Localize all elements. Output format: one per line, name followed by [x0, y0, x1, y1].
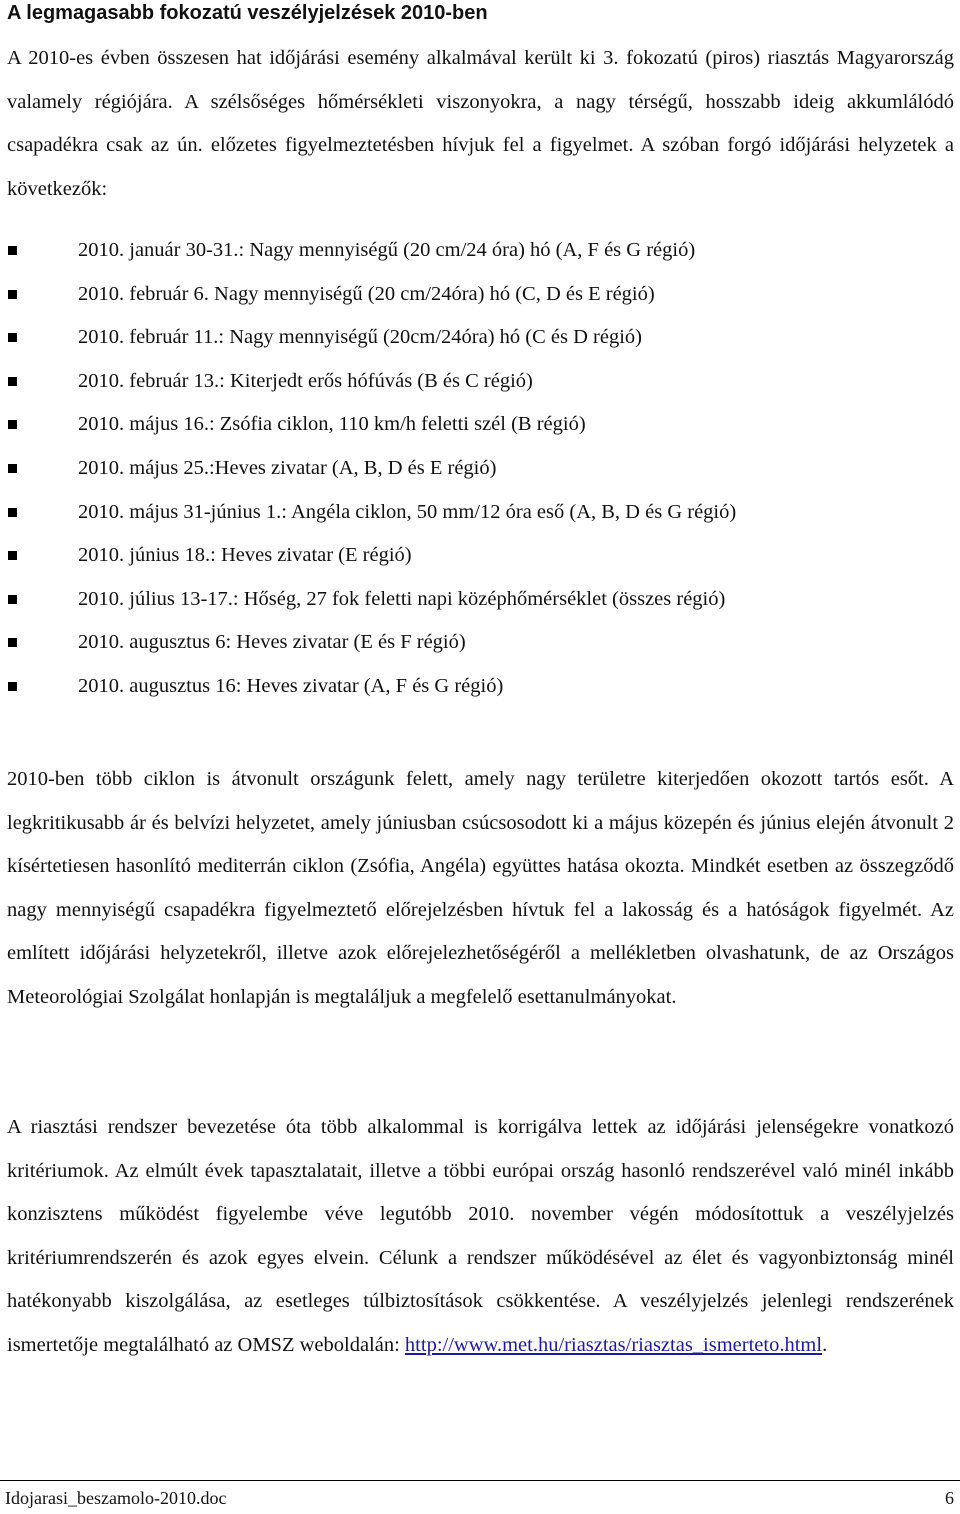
footer-filename: Idojarasi_beszamolo-2010.doc [5, 1488, 227, 1508]
square-bullet-icon [8, 595, 17, 604]
cyclone-paragraph: 2010-ben több ciklon is átvonult országunk felett, amely nagy területre kiterjedően okozott tartós esőt. A legkritikusabb ár és belvízi helyzetet, amely júniusban csúcsosodott ki a május közepén és június elején átvonult 2 kísértetiesen hasonlító mediterrán ciklon (Zsófia, Angéla) együttes hatása okozta. Mindkét esetben az összegződő nagy mennyiségű csapadékra figyelmeztető előrejelzésben hívtuk fel a lakosság és a hatóságok figyelmét. Az említett időjárási helyzetekről, illetve azok előrejelezhetőségéről a mellékletben olvashatunk, de az Országos Meteorológiai Szolgálat honlapján is megtaláljuk a megfelelő esettanulmányokat. [7, 768, 954, 1008]
list-item-text: 2010. június 18.: Heves zivatar (E régió) [78, 544, 412, 567]
list-item-text: 2010. január 30-31.: Nagy mennyiségű (20 cm/24 óra) hó (A, F és G régió) [78, 239, 696, 261]
list-item [0, 316, 960, 360]
intro-paragraph: A 2010-es évben összesen hat időjárási esemény alkalmával került ki 3. fokozatú (piros) riasztás Magyarország valamely régiójára. A szélsőséges hőmérsékleti viszonyokra, a nagy térségű, hosszabb ideig akkumlálódó csapadékra csak az ún. előzetes figyelmeztetésben hívjuk fel a figyelmet. A szóban forgó időjárási helyzetek a következők: [7, 47, 954, 200]
list-item [0, 360, 960, 404]
square-bullet-icon [8, 333, 17, 342]
list-item [0, 447, 960, 491]
square-bullet-icon [8, 464, 17, 473]
square-bullet-icon [8, 290, 17, 299]
square-bullet-icon [8, 682, 17, 691]
list-item [0, 665, 960, 709]
list-item [0, 621, 960, 665]
list-item-text: 2010. február 11.: Nagy mennyiségű (20cm/24óra) hó (C és D régió) [78, 326, 642, 349]
footer-page-number: 6 [945, 1488, 954, 1508]
list-item [0, 229, 960, 273]
warning-events-list [0, 229, 960, 709]
list-item-text: 2010. augusztus 16: Heves zivatar (A, F és G régió) [78, 674, 504, 697]
square-bullet-icon [8, 551, 17, 560]
list-item-text: 2010. május 31-június 1.: Angéla ciklon, 50 mm/12 óra eső (A, B, D és G régió) [78, 500, 737, 523]
list-item [0, 403, 960, 447]
criteria-paragraph [7, 1106, 954, 1368]
criteria-end: . [822, 1333, 828, 1356]
square-bullet-icon [8, 638, 17, 647]
list-item-text: 2010. február 13.: Kiterjedt erős hófúvás (B és C régió) [78, 369, 533, 392]
square-bullet-icon [8, 377, 17, 386]
list-item [0, 491, 960, 535]
omsz-link[interactable]: http://www.met.hu/riasztas/riasztas_ismerteto.html [404, 1333, 823, 1356]
page-footer [0, 1480, 960, 1514]
criteria-text: A riasztási rendszer bevezetése óta több alkalommal is korrigálva lettek az időjárási jelenségekre vonatkozó kritériumok. Az elmúlt évek tapasztalatait, illetve a többi európai ország hasonló rendszerével való minél inkább konzisztens működést figyelembe véve legutóbb 2010. november végén módosítottuk a veszélyjelzés kritériumrendszerén és azok egyes elvein. Célunk a rendszer működésével az élet és vagyonbiztonság minél hatékonyabb kiszolgálása, az esetleges túlbiztosítások csökkentése. A veszélyjelzés jelenlegi rendszerének ismertetője megtalálható az OMSZ weboldalán: [7, 1116, 954, 1356]
square-bullet-icon [8, 508, 17, 517]
square-bullet-icon [8, 246, 17, 255]
list-item-text: 2010. május 25.:Heves zivatar (A, B, D és E régió) [78, 456, 497, 479]
list-item [0, 578, 960, 622]
list-item-text: 2010. május 16.: Zsófia ciklon, 110 km/h feletti szél (B régió) [78, 413, 586, 436]
section-title: A legmagasabb fokozatú veszélyjelzések 2010-ben [7, 2, 488, 24]
square-bullet-icon [8, 420, 17, 429]
list-item-text: 2010. július 13-17.: Hőség, 27 fok feletti napi középhőmérséklet (összes régió) [78, 587, 726, 610]
list-item-text: 2010. február 6. Nagy mennyiségű (20 cm/24óra) hó (C, D és E régió) [78, 282, 655, 305]
list-item-text: 2010. augusztus 6: Heves zivatar (E és F régió) [78, 631, 466, 654]
list-item [0, 534, 960, 578]
list-item [0, 273, 960, 317]
